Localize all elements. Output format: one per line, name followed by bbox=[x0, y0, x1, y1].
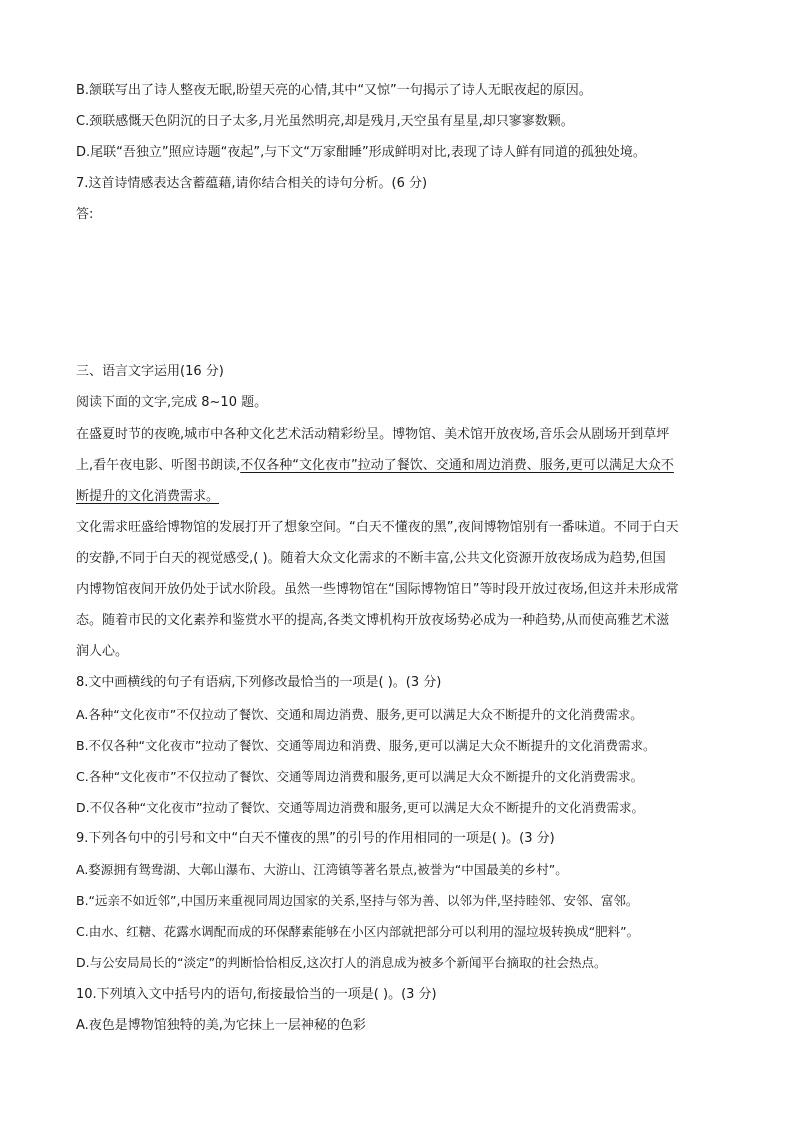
underlined-sentence-part-2: 断提升的文化消费需求。 bbox=[76, 489, 220, 504]
passage-p1-line-2 bbox=[76, 456, 724, 476]
q9-option-c: C.由水、红糖、花露水调配而成的环保酵素能够在小区内部就把部分可以利用的湿垃圾转换成“肥料”。 bbox=[76, 924, 640, 939]
underlined-sentence-part-1: 不仅各种“文化夜市”拉动了餐饮、交通和周边消费、服务,更可以满足大众不 bbox=[240, 458, 674, 473]
passage-p1-line-2-plain: 上,看午夜电影、听图书朗读, bbox=[76, 458, 241, 473]
question-10: 10.下列填入文中括号内的语句,衔接最恰当的一项是( )。(3 分) bbox=[76, 987, 437, 1002]
question-7: 7.这首诗情感表达含蓄蕴藉,请你结合相关的诗句分析。(6 分) bbox=[76, 176, 428, 191]
q8-option-a: A.各种“文化夜市”不仅拉动了餐饮、交通和周边消费、服务,更可以满足大众不断提升的文化消费需求。 bbox=[76, 707, 643, 722]
passage-p2-line-1: 文化需求旺盛给博物馆的发展打开了想象空间。“白天不懂夜的黑”,夜间博物馆别有一番味道。不同于白天 bbox=[76, 520, 679, 535]
question-8: 8.文中画横线的句子有语病,下列修改最恰当的一项是( )。(3 分) bbox=[76, 675, 442, 690]
q8-option-c: C.各种“文化夜市”不仅拉动了餐饮、交通等周边消费和服务,更可以满足大众不断提升的文化消费需求。 bbox=[76, 769, 644, 784]
passage-p2-line-3: 内博物馆夜间开放仍处于试水阶段。虽然一些博物馆在“国际博物馆日”等时段开放过夜场,但这并未形成常 bbox=[76, 582, 679, 597]
question-9: 9.下列各句中的引号和文中“白天不懂夜的黑”的引号的作用相同的一项是( )。(3 分) bbox=[76, 831, 555, 846]
q10-option-a: A.夜色是博物馆独特的美,为它抹上一层神秘的色彩 bbox=[76, 1018, 366, 1033]
q6-option-b: B.颔联写出了诗人整夜无眠,盼望天亮的心情,其中“又惊”一句揭示了诗人无眠夜起的原因。 bbox=[76, 83, 592, 98]
passage-p2-line-4: 态。随着市民的文化素养和鉴赏水平的提高,各类文博机构开放夜场势必成为一种趋势,从而使高雅艺术滋 bbox=[76, 613, 670, 628]
q6-option-c: C.颈联感慨天色阴沉的日子太多,月光虽然明亮,却是残月,天空虽有星星,却只寥寥数颗。 bbox=[76, 114, 574, 129]
q6-option-d: D.尾联“吾独立”照应诗题“夜起”,与下文“万家酣睡”形成鲜明对比,表现了诗人鲜有同道的孤独处境。 bbox=[76, 145, 646, 160]
passage-p2-line-2: 的安静,不同于白天的视觉感受,( )。随着大众文化需求的不断丰富,公共文化资源开放夜场成为趋势,但国 bbox=[76, 551, 666, 566]
answer-label: 答: bbox=[76, 207, 94, 222]
section-3-heading: 三、语言文字运用(16 分) bbox=[76, 364, 224, 379]
reading-instruction: 阅读下面的文字,完成 8~10 题。 bbox=[76, 395, 268, 410]
q8-option-d: D.不仅各种“文化夜市”拉动了餐饮、交通等周边消费和服务,更可以满足大众不断提升的文化消费需求。 bbox=[76, 800, 645, 815]
q9-option-a: A.婺源拥有鸳鸯湖、大鄣山瀑布、大游山、江湾镇等著名景点,被誉为“中国最美的乡村”。 bbox=[76, 862, 568, 877]
passage-p2-line-5: 润人心。 bbox=[76, 644, 129, 659]
q8-option-b: B.不仅各种“文化夜市”拉动了餐饮、交通等周边和消费、服务,更可以满足大众不断提升的文化消费需求。 bbox=[76, 738, 656, 753]
q9-option-d: D.与公安局局长的“淡定”的判断恰恰相反,这次打人的消息成为被多个新闻平台摘取的社会热点。 bbox=[76, 955, 607, 970]
q9-option-b: B.“远亲不如近邻”,中国历来重视同周边国家的关系,坚持与邻为善、以邻为伴,坚持睦邻、安邻、富邻。 bbox=[76, 893, 639, 908]
passage-p1-line-1: 在盛夏时节的夜晚,城市中各种文化艺术活动精彩纷呈。博物馆、美术馆开放夜场,音乐会从剧场开到草坪 bbox=[76, 427, 670, 442]
